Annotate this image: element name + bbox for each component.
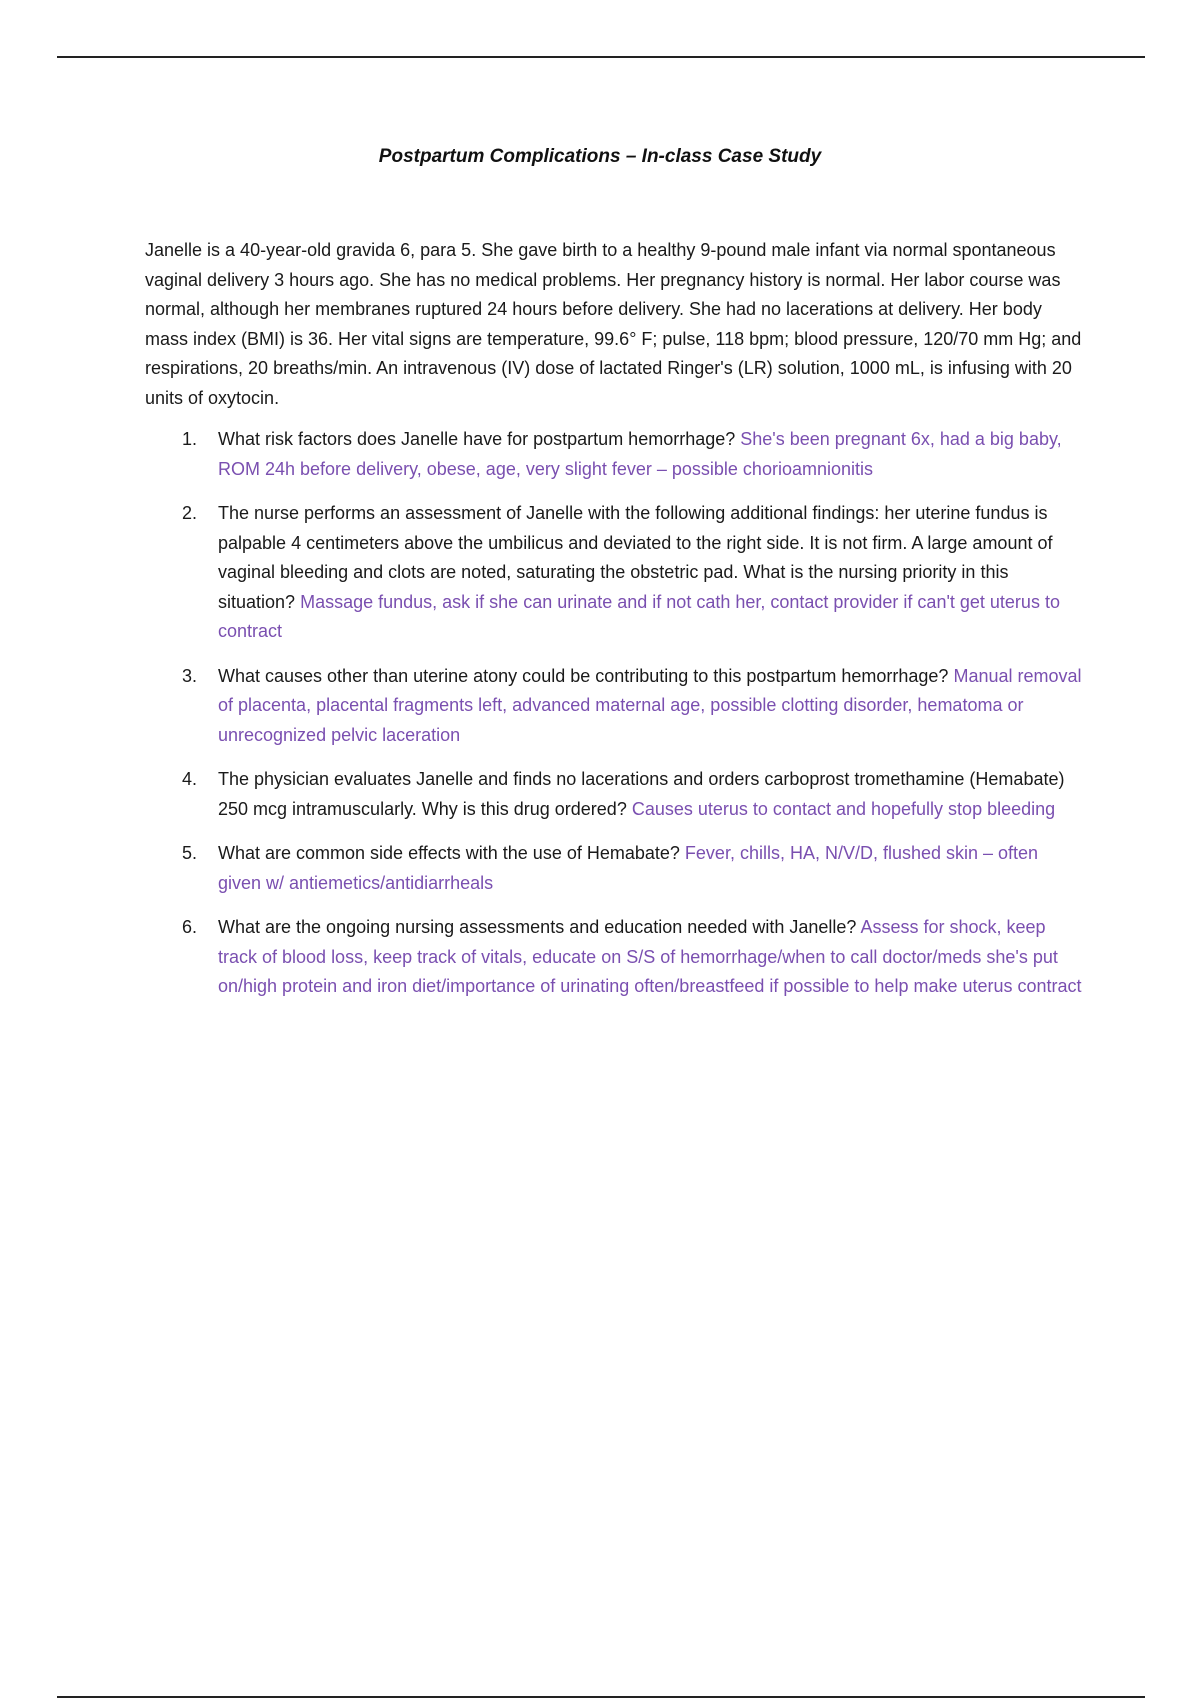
question-text: What causes other than uterine atony could be contributing to this postpartum hemorrhage? <box>218 665 949 686</box>
answer-text: Assess for shock, keep track of blood loss, keep track of vitals, educate on S/S of hemorrhage/when to call doctor/meds she's put on/high protein and iron diet/importance of urinating often/breastfeed if possible to help make uterus contract <box>218 917 1082 996</box>
question-number: 3. <box>182 665 198 686</box>
question-item <box>145 662 1085 751</box>
question-text: What are the ongoing nursing assessments and education needed with Janelle? <box>218 917 857 937</box>
answer-text: Fever, chills, HA, N/V/D, flushed skin – often given w/ antiemetics/antidiarrheals <box>218 843 1039 893</box>
top-rule <box>57 56 1145 58</box>
question-item <box>145 839 1085 898</box>
question-number: 1. <box>182 429 198 449</box>
question-item <box>145 765 1085 824</box>
question-text: The physician evaluates Janelle and finds no lacerations and orders carboprost tromethamine (Hemabate) 250 mcg intramuscularly. Why is this drug ordered? <box>218 769 1065 819</box>
page-title: Postpartum Complications – In-class Case Study <box>378 146 822 167</box>
question-number: 4. <box>182 769 198 789</box>
question-item <box>145 913 1085 1002</box>
question-text: What risk factors does Janelle have for postpartum hemorrhage? <box>218 429 736 449</box>
answer-text: Manual removal of placenta, placental fragments left, advanced maternal age, possible clotting disorder, hematoma or unrecognized pelvic laceration <box>218 665 1082 745</box>
question-text: What are common side effects with the use of Hemabate? <box>218 843 680 863</box>
question-item <box>145 425 1085 484</box>
question-number: 2. <box>182 503 198 523</box>
bottom-rule <box>57 1696 1145 1698</box>
question-list <box>145 425 1085 1017</box>
question-number: 6. <box>182 917 198 937</box>
answer-text: Causes uterus to contact and hopefully stop bleeding <box>631 798 1056 819</box>
question-text: The nurse performs an assessment of Janelle with the following additional findings: her uterine fundus is palpable 4 centimeters above the umbilicus and deviated to the right side. It is not firm. A large amount of vaginal bleeding and clots are noted, saturating the obstetric pad. What is the nursing priority in this situation? <box>218 503 1053 612</box>
question-item <box>145 499 1085 647</box>
answer-text: Massage fundus, ask if she can urinate and if not cath her, contact provider if can't get uterus to contract <box>218 591 1060 641</box>
case-intro: Janelle is a 40-year-old gravida 6, para 5. She gave birth to a healthy 9-pound male infant via normal spontaneous vaginal delivery 3 hours ago. She has no medical problems. Her pregnancy history is normal. Her labor course was normal, although her membranes ruptured 24 hours before delivery. She had no lacerations at delivery. Her body mass index (BMI) is 36. Her vital signs are temperature, 99.6° F; pulse, 118 bpm; blood pressure, 120/70 mm Hg; and respirations, 20 breaths/min. An intravenous (IV) dose of lactated Ringer's (LR) solution, 1000 mL, is infusing with 20 units of oxytocin. <box>145 240 1082 408</box>
answer-text: She's been pregnant 6x, had a big baby, ROM 24h before delivery, obese, age, very slight fever – possible chorioamnionitis <box>218 429 1062 479</box>
question-number: 5. <box>182 843 198 863</box>
